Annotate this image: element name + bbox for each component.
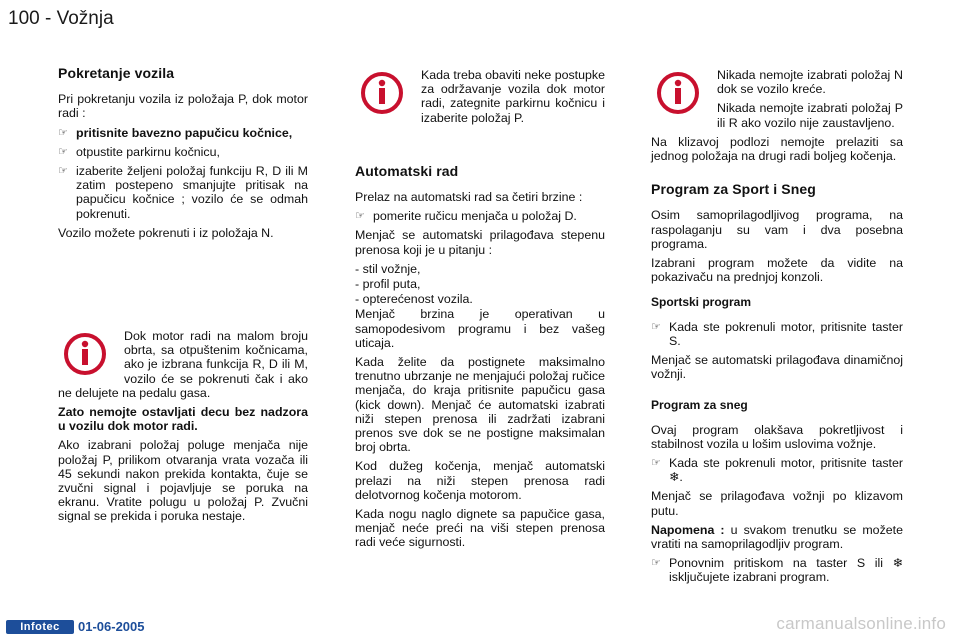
list-item <box>58 126 308 140</box>
heading-automatski: Automatski rad <box>355 162 459 179</box>
pointing-hand-icon: ☞ <box>58 145 68 158</box>
col3-para6: Menjač se prilagođava vožnji po klizavom putu. <box>651 489 903 518</box>
list-item: - stil vožnje, <box>355 261 421 276</box>
col2-intro: Prelaz na automatski rad sa četiri brzine : <box>355 190 583 205</box>
col3-bullet-3: Ponovnim pritiskom na taster S ili ❄ isključujete izabrani program. <box>669 556 903 585</box>
pointing-hand-icon: ☞ <box>651 320 661 333</box>
list-item: - opterećenost vozila. <box>355 292 473 307</box>
col3-para3: Izabrani program možete da vidite na pokazivaču na prednjoj konzoli. <box>651 256 903 285</box>
col1-bullet-1: pritisnite bavezno papučicu kočnice, <box>76 125 293 140</box>
pointing-hand-icon: ☞ <box>58 165 68 178</box>
list-item: - profil puta, <box>355 277 421 292</box>
col3-info-line2: Nikada nemojte izabrati položaj P ili R ako vozilo nije zaustavljeno. <box>717 101 903 130</box>
list-item <box>58 145 308 159</box>
info-icon <box>651 70 705 116</box>
pointing-hand-icon: ☞ <box>58 126 68 139</box>
column-1 <box>58 66 308 529</box>
napomena-text: u svakom trenutku se možete vratiti na samoprilagodljiv program. <box>651 522 903 552</box>
heading-program: Program za Sport i Sneg <box>651 181 816 198</box>
col1-intro: Pri pokretanju vozila iz položaja P, dok motor radi : <box>58 92 308 121</box>
col2-para4: Kod dužeg kočenja, menjač automatski prelazi na niži stepen prenosa radi delotvornog kočenja motorom. <box>355 459 605 502</box>
col2-para5: Kada nogu naglo dignete sa papučice gasa, menjač neće preći na viši stepen prenosa radi veće sigurnosti. <box>355 507 605 550</box>
pointing-hand-icon: ☞ <box>651 557 661 570</box>
subheading-sneg: Program za sneg <box>651 398 748 413</box>
list-item <box>58 164 308 221</box>
col3-para4: Menjač se automatski prilagođava dinamičnoj vožnji. <box>651 353 903 382</box>
col3-info-line1: Nikada nemojte izabrati položaj N dok se vozilo kreće. <box>717 68 903 97</box>
info-icon <box>58 331 112 377</box>
col1-bullet-3: izaberite željeni položaj funkciju R, D ili M zatim postepeno smanjujte pritisak na papučicu kočnice ; vozilo će se odmah pokrenuti. <box>76 164 308 221</box>
column-2 <box>355 68 605 555</box>
col2-para3: Kada želite da postignete maksimalno trenutno ubrzanje ne menjajući položaj ručice menjača, do kraja pritisnite papučicu gasa (kick down). Menjač će automatski izabrati niži stepen prenosa ili zadržati izabrani prenos sve dok se ne postigne maksimalan broj obrta. <box>355 355 605 455</box>
infotec-logo: Infotec <box>6 620 74 634</box>
column-3 <box>651 68 903 590</box>
col3-bullet-1: Kada ste pokrenuli motor, pritisnite taster S. <box>669 319 903 348</box>
pointing-hand-icon: ☞ <box>355 210 365 223</box>
subheading-sportski: Sportski program <box>651 295 752 310</box>
info-box-2 <box>355 68 605 130</box>
col2-bullet: pomerite ručicu menjača u položaj D. <box>373 209 577 224</box>
list-item <box>651 320 903 348</box>
col3-napomena <box>651 523 903 551</box>
watermark: carmanualsonline.info <box>776 614 946 633</box>
col3-bullet-2: Kada ste pokrenuli motor, pritisnite taster ❄. <box>669 456 903 485</box>
napomena-label: Napomena : <box>651 522 725 537</box>
heading-pokretanje: Pokretanje vozila <box>58 65 175 81</box>
list-item <box>651 556 903 584</box>
info-icon <box>355 70 409 116</box>
col1-paragraph: Ako izabrani položaj poluge menjača nije položaj P, prilikom otvaranja vrata vozača ili 45 sekundi nakon prekida kontakta, čuje se zvučni signal i pojavljuje se poruka na ekranu. Vratite polugu u položaj P. Zvučni signal se prekida i poruka nestaje. <box>58 438 308 524</box>
col2-info-text: Kada treba obaviti neke postupke za održavanje vozila dok motor radi, zategnite parkirnu kočnicu i izaberite položaj P. <box>421 68 605 125</box>
col3-para5: Ovaj program olakšava pokretljivost i stabilnost vozila u lošim uslovima vožnje. <box>651 422 903 451</box>
col3-para2: Osim samoprilagodljivog programa, na raspolaganju su vam i dva posebna programa. <box>651 208 903 251</box>
info-box-3 <box>651 68 903 135</box>
page-title: 100 - Vožnja <box>8 8 114 29</box>
col1-bullet-2: otpustite parkirnu kočnicu, <box>76 144 220 159</box>
col3-para1: Na klizavoj podlozi nemojte prelaziti sa jednog položaja na drugi radi boljeg kočenja. <box>651 134 903 164</box>
col1-warning: Zato nemojte ostavljati decu bez nadzora u vozilu dok motor radi. <box>58 405 308 434</box>
pointing-hand-icon: ☞ <box>651 457 661 470</box>
list-item <box>355 209 605 223</box>
footer-date: 01-06-2005 <box>78 619 145 634</box>
info-box-1 <box>58 329 308 405</box>
col1-note: Vozilo možete pokrenuti i iz položaja N. <box>58 225 274 240</box>
col1-info-text: Dok motor radi na malom broju obrta, sa otpuštenim kočnicama, ako je izbrana funkcija R, D ili M, vozilo će se pokrenuti čak i ako ne delujete na pedalu gasa. <box>58 329 308 400</box>
list-item <box>651 456 903 484</box>
col2-para1: Menjač se automatski prilagođava stepenu prenosa koji je u pitanju : <box>355 228 605 257</box>
col2-para2: Menjač brzina je operativan u samopodesivom programu i bez vašeg uticaja. <box>355 307 605 350</box>
